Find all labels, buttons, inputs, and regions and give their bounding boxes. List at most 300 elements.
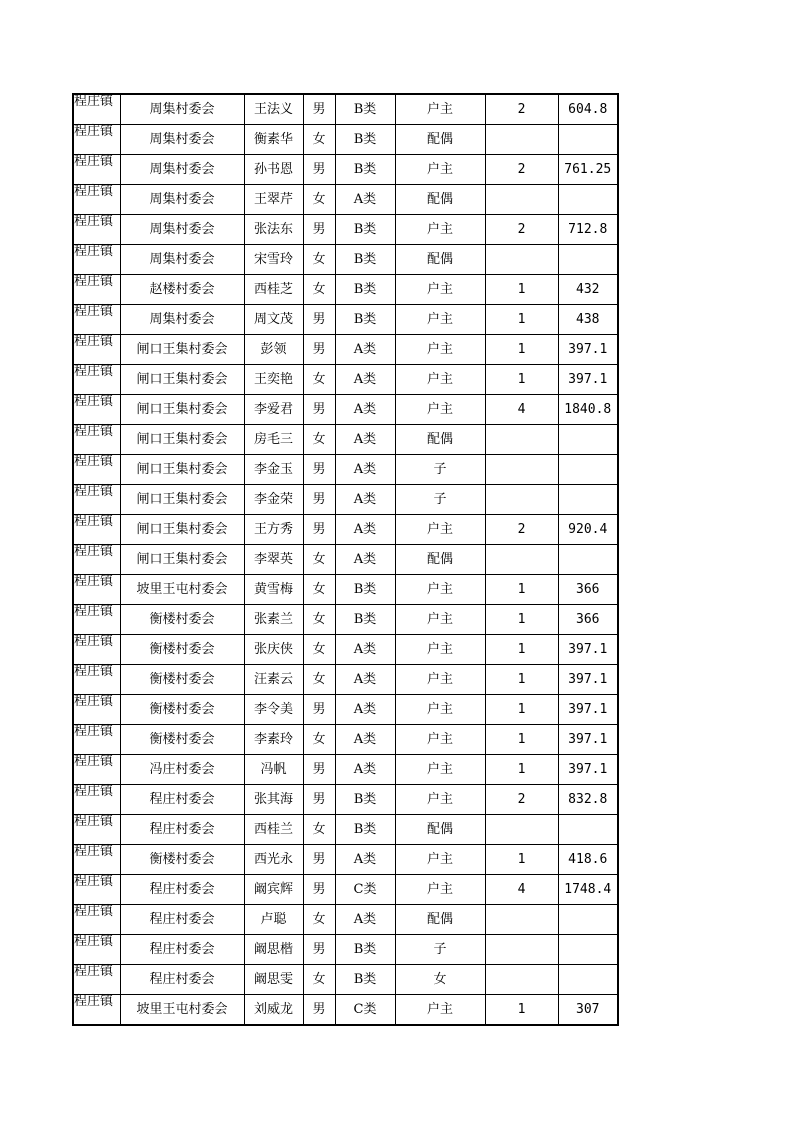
town-cell [73, 335, 120, 365]
town-cell [73, 875, 120, 905]
town-cell [73, 515, 120, 545]
household-count-cell: 1 [485, 335, 558, 365]
amount-cell: 307 [558, 995, 618, 1026]
town-label: 程庄镇 [74, 334, 114, 349]
town-label: 程庄镇 [74, 514, 114, 529]
sex-cell: 男 [303, 485, 335, 515]
sex-cell: 女 [303, 185, 335, 215]
category-cell: A类 [335, 725, 395, 755]
table-body [73, 94, 618, 1025]
town-cell [73, 485, 120, 515]
relation-cell: 户主 [395, 785, 485, 815]
category-cell: A类 [335, 455, 395, 485]
town-cell [73, 455, 120, 485]
category-cell: A类 [335, 845, 395, 875]
amount-cell: 397.1 [558, 695, 618, 725]
sex-cell: 女 [303, 575, 335, 605]
sex-cell: 男 [303, 395, 335, 425]
sex-cell: 男 [303, 215, 335, 245]
village-cell: 闸口王集村委会 [120, 515, 244, 545]
town-cell [73, 245, 120, 275]
category-cell: A类 [335, 335, 395, 365]
amount-cell: 438 [558, 305, 618, 335]
sex-cell: 男 [303, 875, 335, 905]
village-cell: 周集村委会 [120, 155, 244, 185]
category-cell: A类 [335, 185, 395, 215]
sex-cell: 女 [303, 665, 335, 695]
household-count-cell: 2 [485, 785, 558, 815]
household-count-cell [485, 545, 558, 575]
household-count-cell: 1 [485, 365, 558, 395]
amount-cell [558, 935, 618, 965]
category-cell: A类 [335, 545, 395, 575]
category-cell: A类 [335, 695, 395, 725]
person-name-cell: 西光永 [244, 845, 303, 875]
town-label: 程庄镇 [74, 304, 114, 319]
village-cell: 闸口王集村委会 [120, 365, 244, 395]
sex-cell: 女 [303, 815, 335, 845]
person-name-cell: 房毛三 [244, 425, 303, 455]
household-count-cell [485, 965, 558, 995]
town-label: 程庄镇 [74, 244, 114, 259]
relation-cell: 户主 [395, 94, 485, 125]
village-cell: 赵楼村委会 [120, 275, 244, 305]
village-cell: 衡楼村委会 [120, 605, 244, 635]
town-label: 程庄镇 [74, 844, 114, 859]
category-cell: B类 [335, 965, 395, 995]
town-cell [73, 125, 120, 155]
amount-cell: 1840.8 [558, 395, 618, 425]
table-row [73, 275, 618, 305]
category-cell: A类 [335, 365, 395, 395]
table-row [73, 455, 618, 485]
household-count-cell: 1 [485, 605, 558, 635]
table-row [73, 875, 618, 905]
table-row [73, 545, 618, 575]
village-cell: 程庄村委会 [120, 785, 244, 815]
town-cell [73, 575, 120, 605]
household-count-cell: 2 [485, 155, 558, 185]
town-cell [73, 725, 120, 755]
person-name-cell: 李令美 [244, 695, 303, 725]
category-cell: B类 [335, 785, 395, 815]
town-cell [73, 365, 120, 395]
town-label: 程庄镇 [74, 724, 114, 739]
relation-cell: 配偶 [395, 125, 485, 155]
amount-cell [558, 815, 618, 845]
amount-cell [558, 425, 618, 455]
person-name-cell: 衡素华 [244, 125, 303, 155]
town-cell [73, 275, 120, 305]
household-count-cell [485, 455, 558, 485]
category-cell: B类 [335, 605, 395, 635]
town-label: 程庄镇 [74, 634, 114, 649]
household-count-cell: 2 [485, 94, 558, 125]
sex-cell: 男 [303, 94, 335, 125]
relation-cell: 配偶 [395, 545, 485, 575]
person-name-cell: 李翠英 [244, 545, 303, 575]
table-row [73, 665, 618, 695]
amount-cell: 1748.4 [558, 875, 618, 905]
town-cell [73, 185, 120, 215]
table-row [73, 125, 618, 155]
sex-cell: 女 [303, 245, 335, 275]
amount-cell [558, 905, 618, 935]
table-row [73, 485, 618, 515]
amount-cell: 920.4 [558, 515, 618, 545]
town-cell [73, 665, 120, 695]
sex-cell: 男 [303, 935, 335, 965]
town-label: 程庄镇 [74, 184, 114, 199]
amount-cell [558, 485, 618, 515]
town-cell [73, 695, 120, 725]
table-row [73, 755, 618, 785]
town-label: 程庄镇 [74, 94, 114, 109]
person-name-cell: 张其海 [244, 785, 303, 815]
village-cell: 周集村委会 [120, 215, 244, 245]
category-cell: A类 [335, 905, 395, 935]
village-cell: 衡楼村委会 [120, 665, 244, 695]
town-label: 程庄镇 [74, 814, 114, 829]
village-cell: 周集村委会 [120, 305, 244, 335]
relation-cell: 女 [395, 965, 485, 995]
person-name-cell: 彭领 [244, 335, 303, 365]
town-label: 程庄镇 [74, 964, 114, 979]
category-cell: A类 [335, 665, 395, 695]
table-row [73, 905, 618, 935]
relation-cell: 户主 [395, 305, 485, 335]
household-count-cell [485, 245, 558, 275]
sex-cell: 女 [303, 125, 335, 155]
sex-cell: 男 [303, 995, 335, 1026]
person-name-cell: 卢聪 [244, 905, 303, 935]
town-cell [73, 965, 120, 995]
village-cell: 衡楼村委会 [120, 635, 244, 665]
town-cell [73, 545, 120, 575]
village-cell: 闸口王集村委会 [120, 425, 244, 455]
household-count-cell: 1 [485, 725, 558, 755]
town-cell [73, 755, 120, 785]
relation-cell: 户主 [395, 995, 485, 1026]
amount-cell: 397.1 [558, 365, 618, 395]
town-cell [73, 425, 120, 455]
town-label: 程庄镇 [74, 124, 114, 139]
table-row [73, 245, 618, 275]
person-name-cell: 刘威龙 [244, 995, 303, 1026]
person-name-cell: 王翠芹 [244, 185, 303, 215]
sex-cell: 女 [303, 545, 335, 575]
table-row [73, 605, 618, 635]
table-row [73, 94, 618, 125]
relation-cell: 户主 [395, 695, 485, 725]
category-cell: B类 [335, 94, 395, 125]
amount-cell: 604.8 [558, 94, 618, 125]
amount-cell: 418.6 [558, 845, 618, 875]
person-name-cell: 阚宾辉 [244, 875, 303, 905]
village-cell: 闸口王集村委会 [120, 455, 244, 485]
household-count-cell: 1 [485, 275, 558, 305]
town-cell [73, 815, 120, 845]
table-row [73, 635, 618, 665]
relation-cell: 户主 [395, 635, 485, 665]
amount-cell: 397.1 [558, 725, 618, 755]
household-count-cell [485, 935, 558, 965]
town-label: 程庄镇 [74, 364, 114, 379]
town-cell [73, 215, 120, 245]
table-row [73, 965, 618, 995]
amount-cell: 397.1 [558, 755, 618, 785]
household-count-cell [485, 815, 558, 845]
household-count-cell: 1 [485, 575, 558, 605]
village-cell: 闸口王集村委会 [120, 485, 244, 515]
person-name-cell: 西桂芝 [244, 275, 303, 305]
person-name-cell: 王奕艳 [244, 365, 303, 395]
category-cell: C类 [335, 995, 395, 1026]
town-label: 程庄镇 [74, 664, 114, 679]
person-name-cell: 李金荣 [244, 485, 303, 515]
person-name-cell: 张法东 [244, 215, 303, 245]
town-cell [73, 905, 120, 935]
sex-cell: 女 [303, 275, 335, 305]
village-cell: 周集村委会 [120, 94, 244, 125]
amount-cell: 366 [558, 575, 618, 605]
town-cell [73, 395, 120, 425]
household-count-cell: 1 [485, 695, 558, 725]
table-row [73, 365, 618, 395]
sex-cell: 男 [303, 695, 335, 725]
village-cell: 冯庄村委会 [120, 755, 244, 785]
town-label: 程庄镇 [74, 154, 114, 169]
table-row [73, 815, 618, 845]
relation-cell: 户主 [395, 875, 485, 905]
category-cell: A类 [335, 485, 395, 515]
person-name-cell: 张庆侠 [244, 635, 303, 665]
town-label: 程庄镇 [74, 574, 114, 589]
amount-cell [558, 245, 618, 275]
town-cell [73, 305, 120, 335]
sex-cell: 男 [303, 305, 335, 335]
relation-cell: 户主 [395, 335, 485, 365]
village-cell: 程庄村委会 [120, 965, 244, 995]
town-cell [73, 935, 120, 965]
relation-cell: 户主 [395, 845, 485, 875]
household-count-cell: 2 [485, 515, 558, 545]
amount-cell: 397.1 [558, 335, 618, 365]
sex-cell: 男 [303, 155, 335, 185]
village-cell: 衡楼村委会 [120, 695, 244, 725]
amount-cell [558, 185, 618, 215]
town-label: 程庄镇 [74, 394, 114, 409]
relation-cell: 户主 [395, 515, 485, 545]
village-cell: 程庄村委会 [120, 935, 244, 965]
household-count-cell: 1 [485, 665, 558, 695]
relation-cell: 子 [395, 455, 485, 485]
table-row [73, 575, 618, 605]
table-row [73, 935, 618, 965]
household-count-cell [485, 905, 558, 935]
relation-cell: 配偶 [395, 425, 485, 455]
relation-cell: 户主 [395, 665, 485, 695]
category-cell: B类 [335, 815, 395, 845]
sex-cell: 男 [303, 785, 335, 815]
sex-cell: 女 [303, 725, 335, 755]
village-cell: 衡楼村委会 [120, 725, 244, 755]
relation-cell: 户主 [395, 365, 485, 395]
relation-cell: 配偶 [395, 815, 485, 845]
person-name-cell: 李爱君 [244, 395, 303, 425]
town-cell [73, 605, 120, 635]
category-cell: B类 [335, 155, 395, 185]
person-name-cell: 冯帆 [244, 755, 303, 785]
town-label: 程庄镇 [74, 544, 114, 559]
table-row [73, 785, 618, 815]
person-name-cell: 黄雪梅 [244, 575, 303, 605]
person-name-cell: 李金玉 [244, 455, 303, 485]
amount-cell: 712.8 [558, 215, 618, 245]
relation-cell: 户主 [395, 725, 485, 755]
relation-cell: 配偶 [395, 185, 485, 215]
household-count-cell: 1 [485, 635, 558, 665]
person-name-cell: 王法义 [244, 94, 303, 125]
person-name-cell: 阚思楷 [244, 935, 303, 965]
amount-cell: 832.8 [558, 785, 618, 815]
person-name-cell: 王方秀 [244, 515, 303, 545]
household-count-cell: 1 [485, 755, 558, 785]
town-cell [73, 845, 120, 875]
household-count-cell: 1 [485, 995, 558, 1026]
village-cell: 程庄村委会 [120, 905, 244, 935]
category-cell: C类 [335, 875, 395, 905]
sex-cell: 女 [303, 605, 335, 635]
category-cell: A类 [335, 635, 395, 665]
amount-cell [558, 545, 618, 575]
village-cell: 闸口王集村委会 [120, 395, 244, 425]
category-cell: B类 [335, 575, 395, 605]
category-cell: A类 [335, 425, 395, 455]
category-cell: B类 [335, 245, 395, 275]
town-label: 程庄镇 [74, 604, 114, 619]
relation-cell: 户主 [395, 275, 485, 305]
relation-cell: 子 [395, 485, 485, 515]
relation-cell: 户主 [395, 575, 485, 605]
town-label: 程庄镇 [74, 934, 114, 949]
town-cell [73, 155, 120, 185]
table-row [73, 155, 618, 185]
amount-cell [558, 455, 618, 485]
table-row [73, 515, 618, 545]
table-row [73, 695, 618, 725]
town-label: 程庄镇 [74, 784, 114, 799]
town-label: 程庄镇 [74, 484, 114, 499]
town-label: 程庄镇 [74, 454, 114, 469]
sex-cell: 女 [303, 365, 335, 395]
town-label: 程庄镇 [74, 274, 114, 289]
relation-cell: 户主 [395, 755, 485, 785]
village-cell: 程庄村委会 [120, 815, 244, 845]
town-cell [73, 635, 120, 665]
person-name-cell: 汪素云 [244, 665, 303, 695]
town-cell [73, 995, 120, 1026]
amount-cell [558, 965, 618, 995]
relation-cell: 配偶 [395, 245, 485, 275]
town-label: 程庄镇 [74, 424, 114, 439]
relation-cell: 配偶 [395, 905, 485, 935]
household-count-cell: 1 [485, 845, 558, 875]
table-row [73, 335, 618, 365]
household-count-cell [485, 425, 558, 455]
town-label: 程庄镇 [74, 754, 114, 769]
household-count-cell [485, 185, 558, 215]
village-cell: 闸口王集村委会 [120, 545, 244, 575]
amount-cell [558, 125, 618, 155]
village-cell: 坡里王屯村委会 [120, 995, 244, 1026]
household-count-cell: 2 [485, 215, 558, 245]
household-count-cell: 4 [485, 395, 558, 425]
village-cell: 坡里王屯村委会 [120, 575, 244, 605]
village-cell: 周集村委会 [120, 125, 244, 155]
person-name-cell: 宋雪玲 [244, 245, 303, 275]
person-name-cell: 周文茂 [244, 305, 303, 335]
sex-cell: 男 [303, 845, 335, 875]
household-count-cell [485, 125, 558, 155]
sex-cell: 女 [303, 425, 335, 455]
table-row [73, 725, 618, 755]
household-count-cell: 1 [485, 305, 558, 335]
category-cell: B类 [335, 305, 395, 335]
relation-cell: 户主 [395, 605, 485, 635]
village-cell: 闸口王集村委会 [120, 335, 244, 365]
person-name-cell: 西桂兰 [244, 815, 303, 845]
category-cell: A类 [335, 395, 395, 425]
relation-cell: 户主 [395, 395, 485, 425]
town-label: 程庄镇 [74, 874, 114, 889]
person-name-cell: 阚思雯 [244, 965, 303, 995]
sex-cell: 女 [303, 635, 335, 665]
person-name-cell: 李素玲 [244, 725, 303, 755]
amount-cell: 397.1 [558, 635, 618, 665]
table-row [73, 215, 618, 245]
category-cell: B类 [335, 935, 395, 965]
town-label: 程庄镇 [74, 904, 114, 919]
category-cell: A类 [335, 755, 395, 785]
table-row [73, 995, 618, 1026]
category-cell: A类 [335, 515, 395, 545]
table-row [73, 845, 618, 875]
sex-cell: 男 [303, 335, 335, 365]
category-cell: B类 [335, 125, 395, 155]
amount-cell: 397.1 [558, 665, 618, 695]
category-cell: B类 [335, 215, 395, 245]
table-row [73, 185, 618, 215]
village-cell: 周集村委会 [120, 245, 244, 275]
town-label: 程庄镇 [74, 214, 114, 229]
amount-cell: 761.25 [558, 155, 618, 185]
relief-roster-table [72, 93, 619, 1026]
person-name-cell: 孙书恩 [244, 155, 303, 185]
sex-cell: 男 [303, 515, 335, 545]
sex-cell: 男 [303, 455, 335, 485]
person-name-cell: 张素兰 [244, 605, 303, 635]
table-row [73, 395, 618, 425]
household-count-cell [485, 485, 558, 515]
town-cell [73, 785, 120, 815]
village-cell: 程庄村委会 [120, 875, 244, 905]
village-cell: 周集村委会 [120, 185, 244, 215]
table-row [73, 425, 618, 455]
category-cell: B类 [335, 275, 395, 305]
town-cell [73, 94, 120, 125]
amount-cell: 366 [558, 605, 618, 635]
